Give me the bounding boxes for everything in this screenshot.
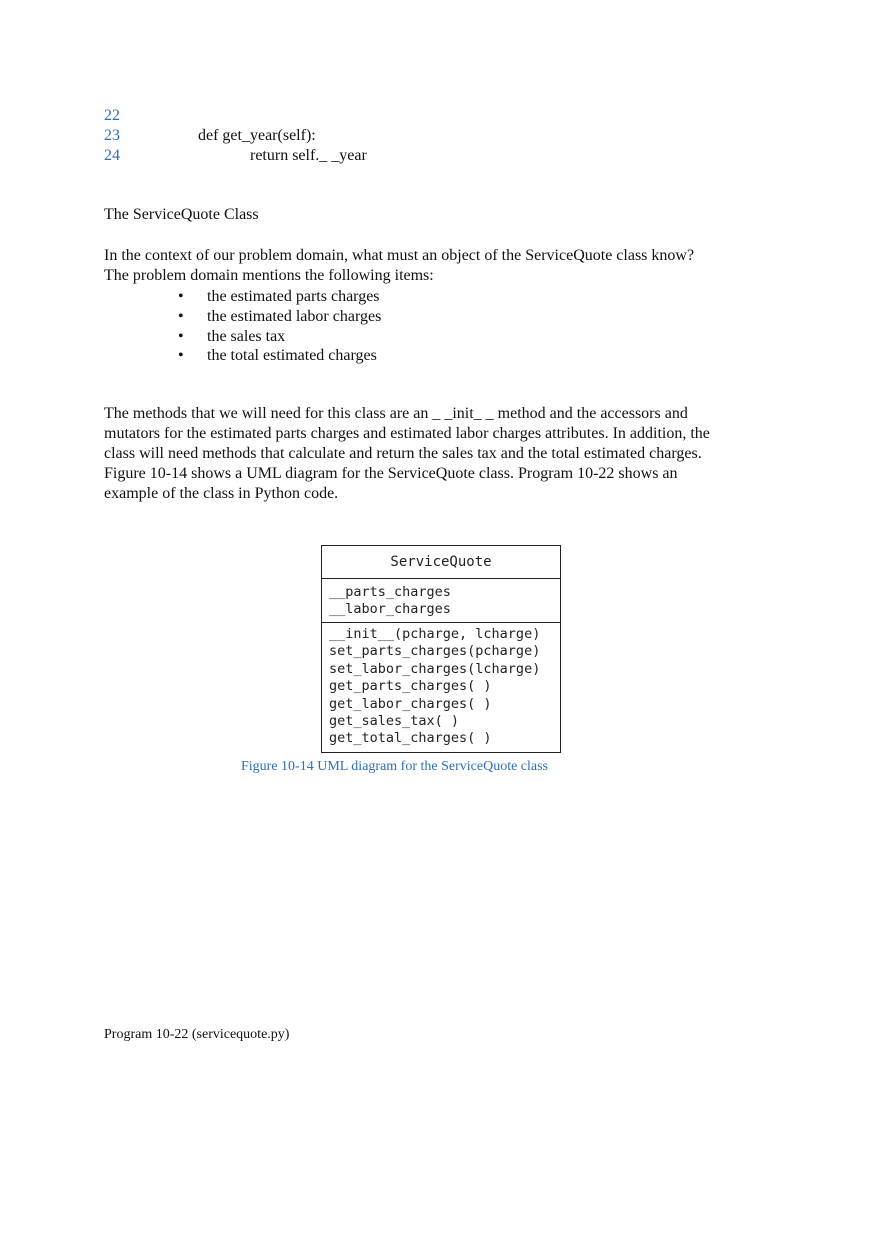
- code-line-number: 24: [104, 147, 120, 164]
- uml-attributes-section: [322, 579, 560, 623]
- program-label: Program 10-22 (servicequote.py): [104, 1027, 290, 1042]
- bullet-text: the estimated labor charges: [207, 308, 382, 325]
- bullet-text: the sales tax: [207, 328, 286, 345]
- code-line-number: 23: [104, 127, 120, 144]
- uml-class-diagram: [321, 545, 561, 753]
- uml-method: __init__(pcharge, lcharge): [329, 626, 541, 642]
- uml-method: get_labor_charges( ): [329, 695, 492, 712]
- uml-attribute: __parts_charges: [329, 584, 451, 600]
- uml-methods-section: [322, 623, 560, 752]
- section-title: The ServiceQuote Class: [104, 206, 259, 223]
- code-line-number: 22: [104, 107, 120, 124]
- methods-line: The methods that we will need for this class are an _ _init_ _ method and the accessors and: [104, 405, 688, 422]
- code-line-text: def get_year(self):: [198, 127, 316, 144]
- methods-line: class will need methods that calculate and return the sales tax and the total estimated charges.: [104, 445, 702, 462]
- bullet-text: the estimated parts charges: [207, 288, 380, 305]
- figure-caption: Figure 10-14 UML diagram for the ServiceQuote class: [241, 759, 549, 774]
- uml-method: get_total_charges( ): [329, 730, 492, 747]
- bullet-item: [178, 307, 381, 327]
- methods-line: example of the class in Python code.: [104, 485, 339, 502]
- uml-method: get_parts_charges( ): [329, 678, 492, 695]
- bullet-item: [178, 327, 285, 347]
- intro-paragraph: [104, 246, 776, 286]
- bullet-icon: •: [178, 328, 184, 345]
- uml-method: set_parts_charges(pcharge): [329, 643, 541, 660]
- code-line-text: return self._ _year: [250, 147, 367, 164]
- uml-attribute: __labor_charges: [329, 601, 451, 617]
- bullet-icon: •: [178, 288, 184, 305]
- methods-line: mutators for the estimated parts charges and estimated labor charges attributes. In addition, the: [104, 425, 710, 442]
- bullet-item: [178, 287, 380, 307]
- uml-method: set_labor_charges(lcharge): [329, 660, 541, 677]
- bullet-icon: •: [178, 347, 184, 364]
- methods-line: Figure 10-14 shows a UML diagram for the ServiceQuote class. Program 10-22 shows an: [104, 465, 678, 482]
- bullet-text: the total estimated charges: [207, 347, 377, 364]
- bullet-item: [178, 346, 377, 366]
- methods-paragraph: [104, 404, 776, 504]
- intro-line: In the context of our problem domain, what must an object of the ServiceQuote class know?: [104, 247, 695, 264]
- uml-class-name: ServiceQuote: [322, 546, 560, 579]
- intro-line: The problem domain mentions the following items:: [104, 267, 434, 284]
- bullet-icon: •: [178, 308, 184, 325]
- uml-method: get_sales_tax( ): [329, 713, 460, 730]
